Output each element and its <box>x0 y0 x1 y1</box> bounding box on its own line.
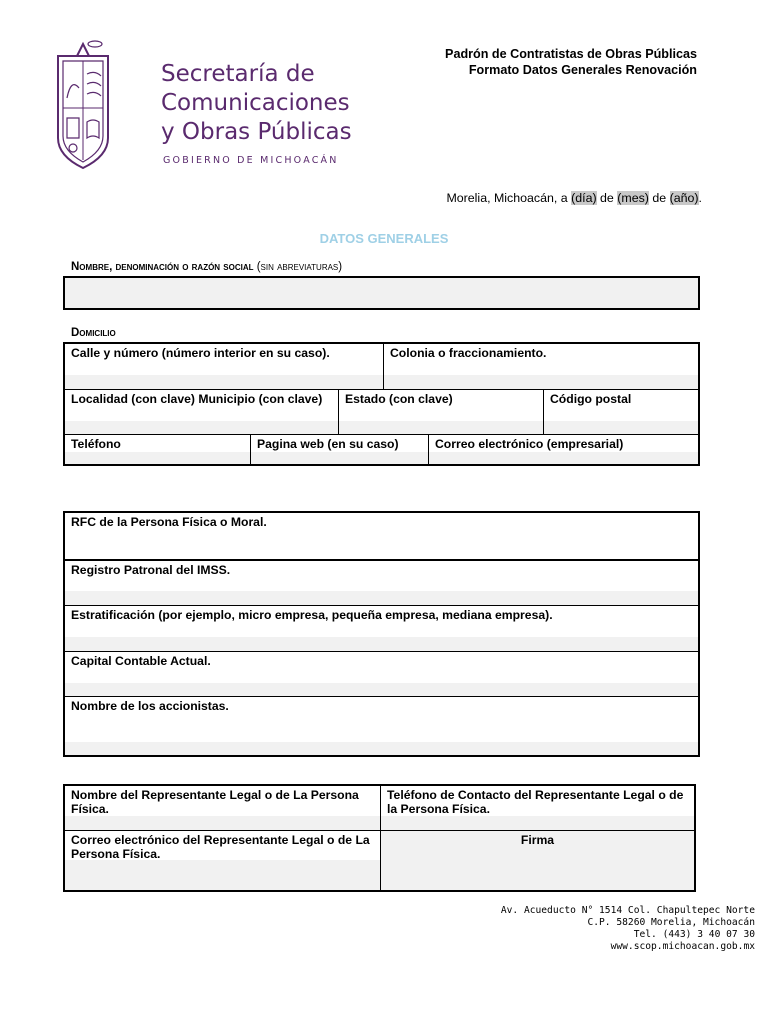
representante-table <box>63 784 696 892</box>
colonia-label: Colonia o fraccionamiento. <box>390 346 547 360</box>
rep-nombre-label: Nombre del Representante Legal o de La Persona Física. <box>71 788 359 816</box>
date-de1: de <box>596 191 618 205</box>
localidad-label: Localidad (con clave) Municipio (con clave) <box>71 392 323 406</box>
cp-cell[interactable] <box>544 390 698 434</box>
accionistas-cell[interactable] <box>65 697 698 755</box>
firma-label: Firma <box>520 833 555 847</box>
logo-line3: y Obras Públicas <box>161 119 352 145</box>
capital-label: Capital Contable Actual. <box>71 654 211 668</box>
telefono-cell[interactable] <box>65 435 250 464</box>
correo-label: Correo electrónico (empresarial) <box>435 437 624 451</box>
calle-label: Calle y número (número interior en su caso). <box>71 346 330 360</box>
web-label: Pagina web (en su caso) <box>257 437 399 451</box>
domicilio-label: Domicilio <box>71 327 116 339</box>
footer-line2: C.P. 58260 Morelia, Michoacán <box>587 917 755 928</box>
imss-label: Registro Patronal del IMSS. <box>71 563 231 577</box>
web-cell[interactable] <box>251 435 428 464</box>
section-title: DATOS GENERALES <box>319 231 449 246</box>
estado-label: Estado (con clave) <box>345 392 453 406</box>
telefono-label: Teléfono <box>71 437 121 451</box>
date-line <box>446 191 702 205</box>
footer-address <box>501 905 755 953</box>
coat-of-arms-icon <box>55 38 111 172</box>
nombre-note: (sin abreviaturas) <box>256 261 343 273</box>
footer-line3: Tel. (443) 3 40 07 30 <box>633 929 755 940</box>
capital-cell[interactable] <box>65 652 698 696</box>
localidad-cell[interactable] <box>65 390 338 434</box>
year-field[interactable]: (año) <box>669 191 699 205</box>
date-suffix: . <box>698 191 702 205</box>
month-field[interactable]: (mes) <box>617 191 649 205</box>
nombre-input[interactable] <box>63 276 700 310</box>
correo-cell[interactable] <box>429 435 698 464</box>
estratificacion-label: Estratificación (por ejemplo, micro empresa, pequeña empresa, mediana empresa). <box>71 608 553 622</box>
day-field[interactable]: (día) <box>571 191 597 205</box>
estratificacion-cell[interactable] <box>65 606 698 651</box>
calle-cell[interactable] <box>65 344 383 389</box>
logo <box>55 38 375 173</box>
date-de2: de <box>648 191 670 205</box>
date-prefix: Morelia, Michoacán, a <box>446 191 572 205</box>
logo-subtitle: GOBIERNO DE MICHOACÁN <box>163 155 339 166</box>
imss-cell[interactable] <box>65 561 698 605</box>
rep-nombre-cell[interactable] <box>65 786 380 830</box>
form-title-line1: Padrón de Contratistas de Obras Públicas <box>445 47 697 61</box>
rep-correo-label: Correo electrónico del Representante Legal o de La Persona Física. <box>71 833 370 861</box>
logo-line2: Comunicaciones <box>161 90 350 116</box>
rep-telefono-label: Teléfono de Contacto del Representante Legal o de la Persona Física. <box>387 788 684 816</box>
firma-cell[interactable] <box>381 831 694 890</box>
rfc-label: RFC de la Persona Física o Moral. <box>71 515 267 529</box>
rfc-cell[interactable] <box>65 513 698 559</box>
logo-line1: Secretaría de <box>161 61 315 87</box>
rep-telefono-cell[interactable] <box>381 786 694 830</box>
accionistas-label: Nombre de los accionistas. <box>71 699 229 713</box>
cp-label: Código postal <box>550 392 632 406</box>
form-title-line2: Formato Datos Generales Renovación <box>468 63 697 77</box>
estado-cell[interactable] <box>339 390 543 434</box>
footer-line4: www.scop.michoacan.gob.mx <box>610 941 755 952</box>
domicilio-table <box>63 342 700 466</box>
footer-line1: Av. Acueducto N° 1514 Col. Chapultepec Norte <box>500 905 755 916</box>
fiscal-table <box>63 511 700 757</box>
nombre-label: Nombre, denominación o razón social <box>71 261 254 273</box>
nombre-label-row <box>71 261 342 273</box>
colonia-cell[interactable] <box>384 344 698 389</box>
rep-correo-cell[interactable] <box>65 831 380 890</box>
